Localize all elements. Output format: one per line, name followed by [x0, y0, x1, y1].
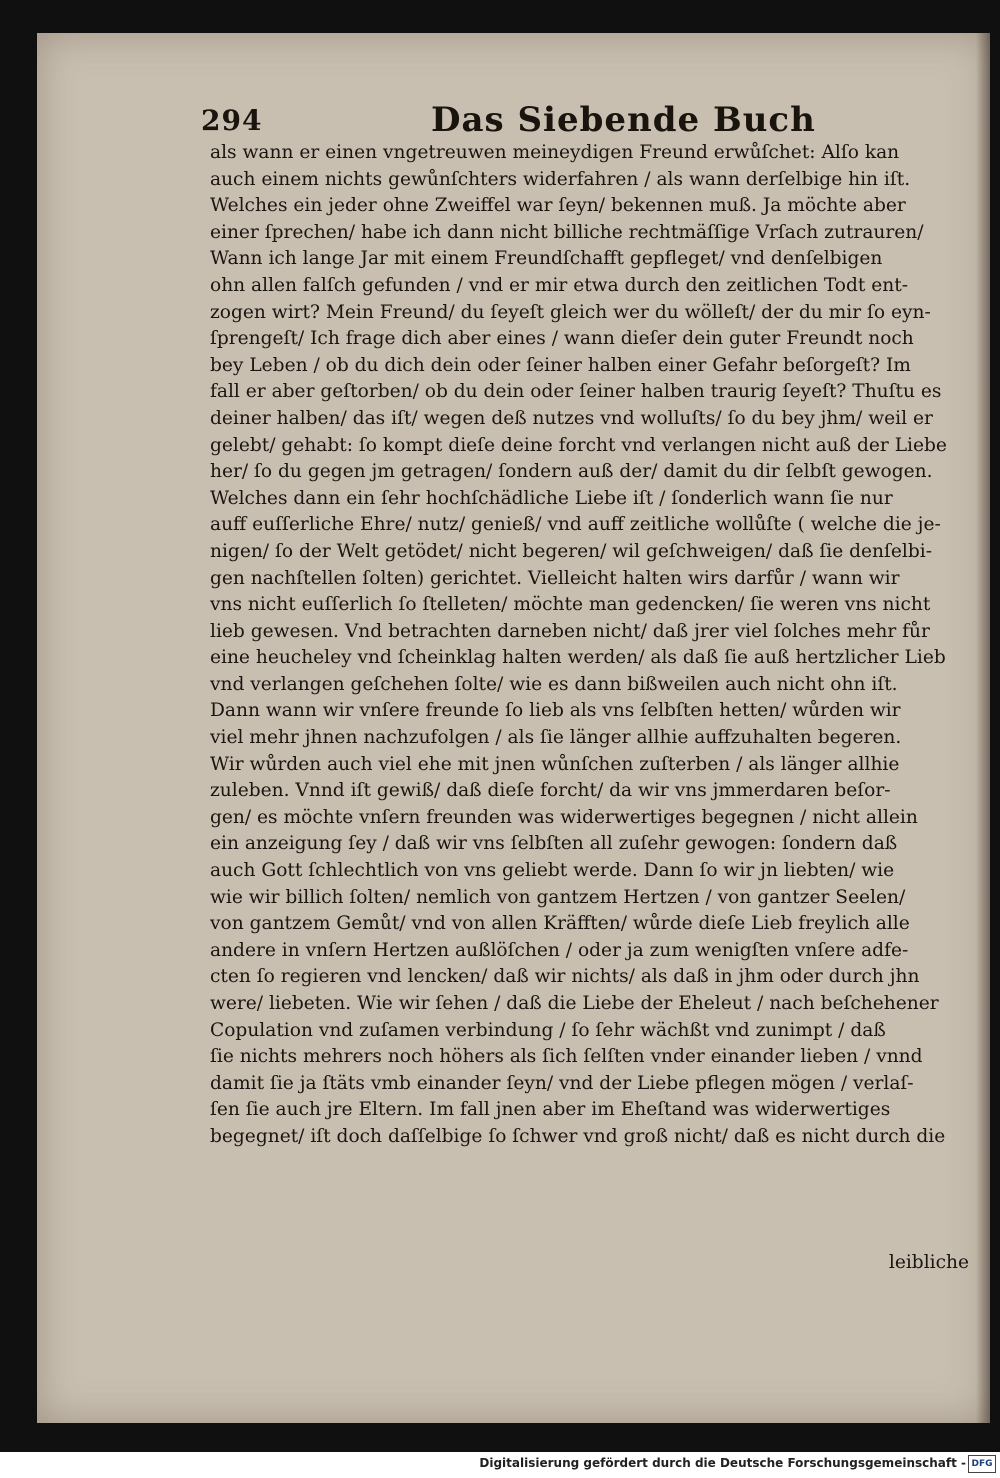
- text-line: zuleben. Vnnd iſt gewiß/ daß dieſe forcht/ da wir vns jmmerdaren beſor-: [210, 780, 891, 802]
- text-line: ohn allen falſch gefunden / vnd er mir etwa durch den zeitlichen Todt ent-: [210, 274, 909, 296]
- text-line: Welches dann ein ſehr hochſchädliche Liebe iſt / ſonderlich wann ſie nur: [210, 487, 893, 509]
- text-line: gelebt/ gehabt: ſo kompt dieſe deine forcht vnd verlangen nicht auß der Liebe: [210, 434, 947, 456]
- text-line: nigen/ ſo der Welt getödet/ nicht begeren/ wil geſchweigen/ daß ſie denſelbi-: [210, 540, 932, 562]
- text-line: auch Gott ſchlechtlich von vns geliebt werde. Dann ſo wir jn liebten/ wie: [210, 860, 895, 882]
- text-line: Wir wůrden auch viel ehe mit jnen wůnſchen zuſterben / als länger allhie: [210, 753, 900, 775]
- footer-bar: [0, 1452, 1000, 1478]
- text-line: Welches ein jeder ohne Zweiffel war ſeyn/ bekennen muß. Ja möchte aber: [210, 195, 906, 217]
- text-line: deiner halben/ das iſt/ wegen deß nutzes vnd wolluſts/ ſo du bey jhm/ weil er: [210, 407, 933, 429]
- text-line: vns nicht euſſerlich ſo ſtelleten/ möchte man gedencken/ ſie weren vns nicht: [210, 594, 931, 616]
- text-line: auff euſſerliche Ehre/ nutz/ genieß/ vnd auff zeitliche wollůſte ( welche die je-: [210, 514, 941, 536]
- text-line: von gantzem Gemůt/ vnd von allen Kräfften/ wůrde dieſe Lieb freylich alle: [210, 913, 910, 935]
- page-number: 294: [201, 104, 263, 137]
- text-line: damit ſie ja ſtäts vmb einander ſeyn/ vnd der Liebe pflegen mögen / verlaſ-: [210, 1072, 914, 1094]
- running-head: Das Siebende Buch: [431, 100, 816, 140]
- text-line: wie wir billich ſolten/ nemlich von gantzem Hertzen / von gantzer Seelen/: [210, 886, 906, 908]
- text-line: Dann wann wir vnſere freunde ſo lieb als vns ſelbſten hetten/ wůrden wir: [210, 700, 901, 722]
- page-edge-shadow: [976, 33, 990, 1423]
- text-line: gen/ es möchte vnſern freunden was widerwertiges begegnen / nicht allein: [210, 806, 918, 828]
- body-text: [210, 140, 962, 1151]
- catchword: leibliche: [888, 1252, 969, 1273]
- text-line: bey Leben / ob du dich dein oder ſeiner halben einer Gefahr beſorgeſt? Im: [210, 354, 911, 376]
- text-line: zogen wirt? Mein Freund/ du ſeyeſt gleich wer du wölleſt/ der du mir ſo eyn-: [210, 301, 931, 323]
- text-line: andere in vnſern Hertzen außlöſchen / oder ja zum wenigſten vnſere adfe-: [210, 939, 909, 961]
- dfg-logo-icon: DFG: [968, 1455, 996, 1473]
- text-line: her/ ſo du gegen jm getragen/ ſondern auß der/ damit du dir ſelbſt gewogen.: [210, 461, 933, 483]
- text-line: als wann er einen vngetreuwen meineydigen Freund erwůſchet: Alſo kan: [210, 142, 900, 163]
- text-line: ſie nichts mehrers noch höhers als ſich ſelſten vnder einander lieben / vnnd: [210, 1046, 923, 1068]
- text-line: ſprengeſt/ Ich frage dich aber eines / wann dieſer dein guter Freundt noch: [210, 328, 914, 350]
- text-line: fall er aber geſtorben/ ob du dein oder ſeiner halben traurig ſeyeſt? Thuſtu es: [210, 381, 942, 403]
- text-line: viel mehr jhnen nachzufolgen / als ſie länger allhie auffzuhalten begeren.: [210, 727, 902, 749]
- text-line: auch einem nichts gewůnſchters widerfahren / als wann derſelbige hin iſt.: [210, 168, 911, 190]
- text-line: einer ſprechen/ habe ich dann nicht billiche rechtmäſſige Vrſach zutrauren/: [210, 221, 924, 243]
- text-line: ein anzeigung ſey / daß wir vns ſelbſten all zuſehr gewogen: ſondern daß: [210, 833, 898, 855]
- funding-note: Digitalisierung gefördert durch die Deutsche Forschungsgemeinschaft -: [479, 1456, 966, 1470]
- text-line: cten ſo regieren vnd lencken/ daß wir nichts/ als daß in jhm oder durch jhn: [210, 966, 920, 988]
- text-line: gen nachſtellen ſolten) gerichtet. Vielleicht halten wirs darfůr / wann wir: [210, 567, 900, 589]
- text-line: Copulation vnd zuſamen verbindung / ſo ſehr wächßt vnd zunimpt / daß: [210, 1019, 886, 1041]
- text-line: lieb gewesen. Vnd betrachten darneben nicht/ daß jrer viel ſolches mehr fůr: [210, 620, 930, 642]
- text-line: eine heucheley vnd ſcheinklag halten werden/ als daß ſie auß hertzlicher Lieb: [210, 647, 946, 669]
- text-line: Wann ich lange Jar mit einem Freundſchafft gepfleget/ vnd denſelbigen: [210, 248, 883, 270]
- text-line: ſen ſie auch jre Eltern. Im fall jnen aber im Eheſtand was widerwertiges: [210, 1099, 891, 1121]
- text-line: begegnet/ iſt doch daſſelbige ſo ſchwer vnd groß nicht/ daß es nicht durch die: [210, 1125, 946, 1147]
- text-line: vnd verlangen geſchehen ſolte/ wie es dann bißweilen auch nicht ohn iſt.: [210, 673, 898, 695]
- text-line: were/ liebeten. Wie wir ſehen / daß die Liebe der Eheleut / nach beſchehener: [210, 993, 939, 1014]
